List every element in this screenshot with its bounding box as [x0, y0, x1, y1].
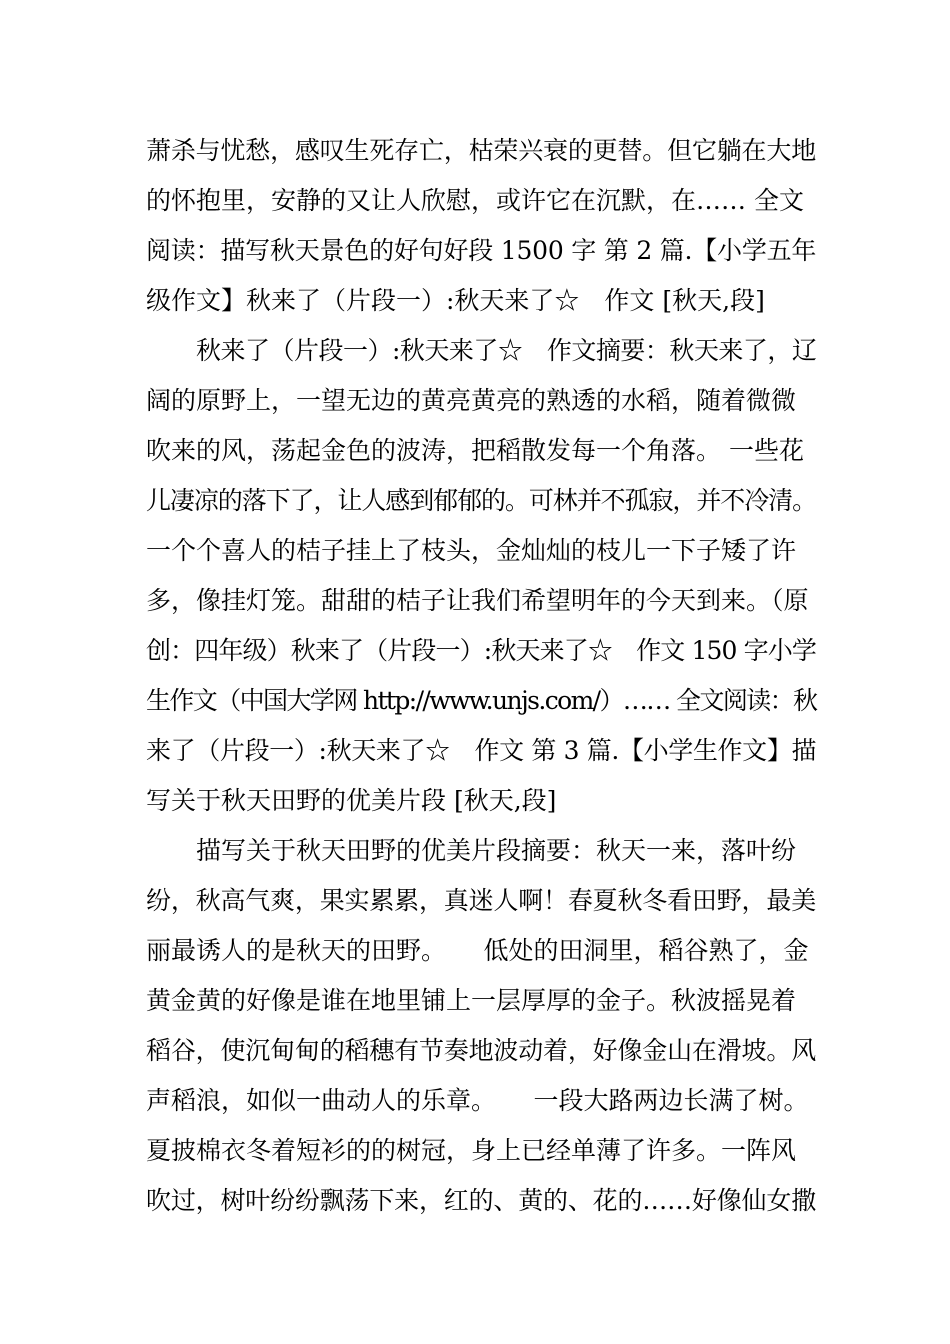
text-line: 萧杀与忧愁，感叹生死存亡，枯荣兴衰的更替。但它躺在大地 [146, 136, 817, 165]
text-line: 写关于秋天田野的优美片段 [秋天,段] [146, 786, 557, 815]
text-line: 生作文（中国大学网 http://www.unjs.com/）…… 全文阅读：秋 [146, 686, 817, 715]
text-line: 稻谷，使沉甸甸的稻穗有节奏地波动着，好像金山在滑坡。风 [146, 1036, 817, 1065]
text-line: 儿凄凉的落下了，让人感到郁郁的。可林并不孤寂，并不冷清。 [146, 486, 817, 515]
paragraph-first-line: 秋来了（片段一）:秋天来了☆ 作文摘要：秋天来了，辽 [196, 336, 817, 365]
text-line: 吹来的风，荡起金色的波涛，把稻散发每一个角落。 一些花 [146, 436, 804, 465]
text-line: 纷，秋高气爽，果实累累，真迷人啊！春夏秋冬看田野，最美 [146, 886, 817, 915]
text-line: 阅读：描写秋天景色的好句好段 1500 字 第 2 篇.【小学五年 [146, 236, 817, 265]
text-line: 创：四年级）秋来了（片段一）:秋天来了☆ 作文 150 字小学 [146, 636, 817, 665]
text-line: 一个个喜人的桔子挂上了枝头，金灿灿的枝儿一下子矮了许 [146, 536, 797, 565]
text-line: 的怀抱里，安静的又让人欣慰，或许它在沉默，在…… 全文 [146, 186, 804, 215]
text-line: 吹过，树叶纷纷飘荡下来，红的、黄的、花的……好像仙女撒 [146, 1186, 817, 1215]
text-line: 声稻浪，如似一曲动人的乐章。 一段大路两边长满了树。 [146, 1086, 809, 1115]
text-line: 多，像挂灯笼。甜甜的桔子让我们希望明年的今天到来。（原 [146, 586, 809, 615]
text-line: 来了（片段一）:秋天来了☆ 作文 第 3 篇.【小学生作文】描 [146, 736, 817, 765]
text-line: 级作文】秋来了（片段一）:秋天来了☆ 作文 [秋天,段] [146, 286, 765, 315]
text-line: 阔的原野上，一望无边的黄亮黄亮的熟透的水稻，随着微微 [146, 386, 797, 415]
text-line: 夏披棉衣冬着短衫的的树冠，身上已经单薄了许多。一阵风 [146, 1136, 797, 1165]
text-line: 黄金黄的好像是谁在地里铺上一层厚厚的金子。秋波摇晃着 [146, 986, 797, 1015]
paragraph-first-line: 描写关于秋天田野的优美片段摘要：秋天一来，落叶纷 [196, 836, 797, 865]
text-line: 丽最诱人的是秋天的田野。 低处的田洞里，稻谷熟了，金 [146, 936, 809, 965]
